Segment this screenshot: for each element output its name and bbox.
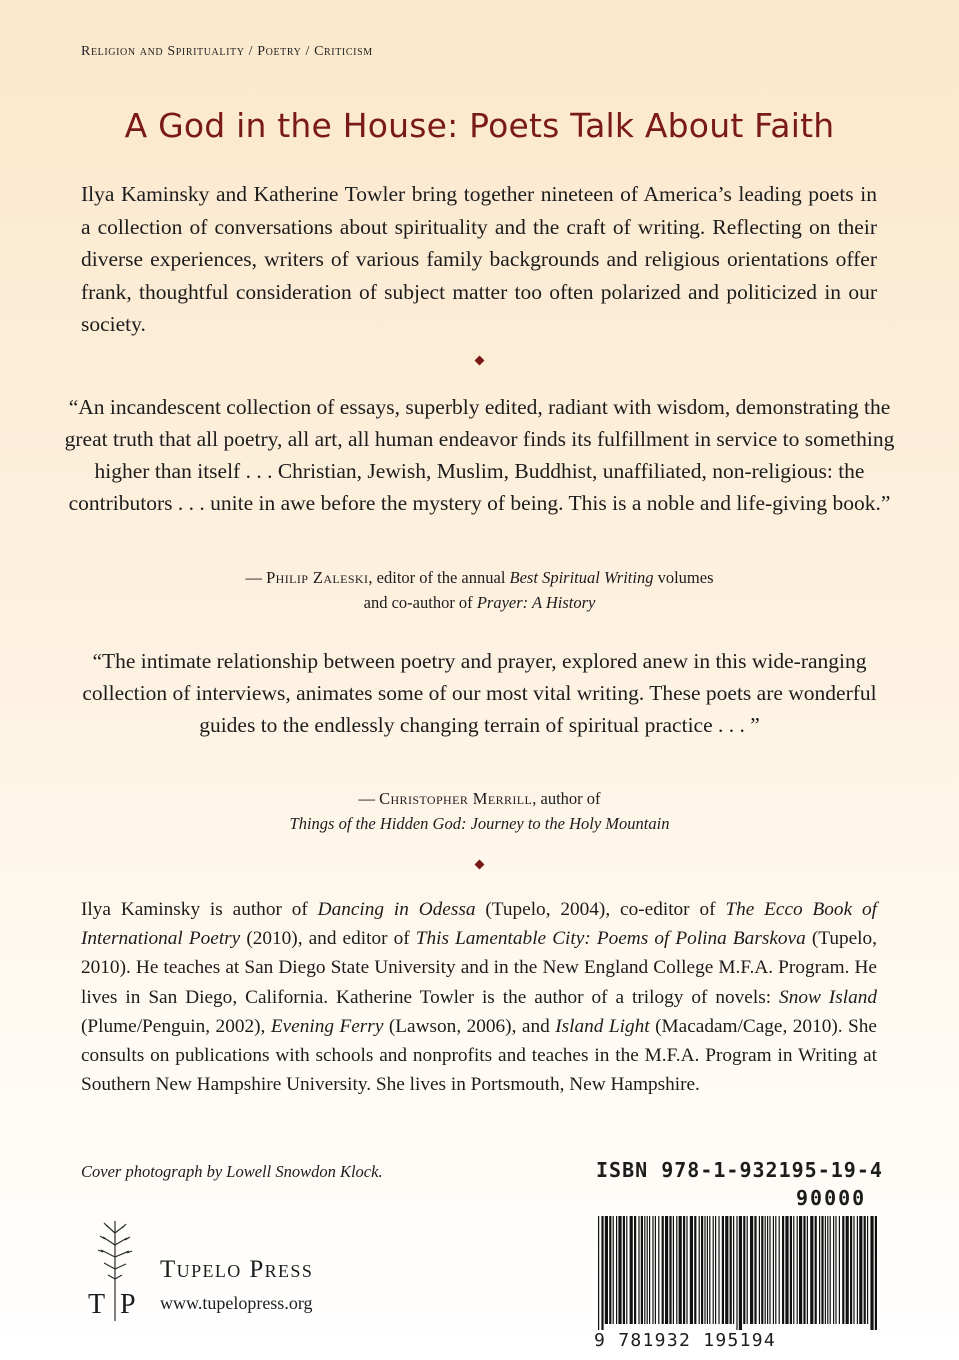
ornament-diamond-icon bbox=[475, 860, 485, 870]
category-line: Religion and Spirituality / Poetry / Criticism bbox=[81, 44, 373, 59]
barcode-bar bbox=[853, 1216, 854, 1324]
barcode-bar bbox=[662, 1216, 664, 1324]
barcode-bar bbox=[655, 1216, 656, 1324]
barcode-bar bbox=[630, 1216, 633, 1324]
barcode-bar bbox=[673, 1216, 674, 1324]
barcode-bar bbox=[634, 1216, 636, 1324]
publisher-url[interactable]: www.tupelopress.org bbox=[160, 1293, 313, 1313]
barcode-bar bbox=[803, 1216, 805, 1324]
barcode-bar bbox=[704, 1216, 705, 1324]
barcode-bar bbox=[649, 1216, 650, 1324]
blurb-attribution-zaleski: — Philip Zaleski, editor of the annual Best Spiritual Writing volumes and co-author of Prayer: A History bbox=[245, 568, 714, 612]
barcode-bar bbox=[699, 1216, 700, 1324]
barcode-bar bbox=[709, 1216, 710, 1324]
tupelo-tree-logo-icon bbox=[80, 1213, 150, 1323]
barcode-bar bbox=[715, 1216, 716, 1324]
barcode-bar bbox=[701, 1216, 703, 1324]
attribution-author: Christopher Merrill bbox=[379, 789, 533, 808]
barcode-bar bbox=[736, 1216, 737, 1330]
barcode-bar bbox=[665, 1216, 668, 1324]
blurb-attribution-merrill: — Christopher Merrill, author of Things of the Hidden God: Journey to the Holy Mountain bbox=[289, 789, 670, 833]
barcode-bar bbox=[733, 1216, 734, 1324]
barcode-bar bbox=[810, 1216, 813, 1324]
logo-letter-t: T bbox=[88, 1289, 106, 1320]
barcode-bar bbox=[875, 1216, 877, 1330]
barcode-bar bbox=[676, 1216, 677, 1324]
logo-letter-p: P bbox=[120, 1289, 136, 1320]
cover-photo-credit: Cover photograph by Lowell Snowdon Klock. bbox=[81, 1162, 383, 1181]
barcode-bar bbox=[641, 1216, 643, 1324]
barcode-bar bbox=[739, 1216, 742, 1330]
barcode-bar bbox=[598, 1216, 599, 1330]
barcode-bar bbox=[613, 1216, 614, 1324]
editors-bio: Ilya Kaminsky is author of Dancing in Odessa (Tupelo, 2004), co-editor of The Ecco Book of International Poetry (2010), and editor of This Lamentable City: Poems of Polina Barskova (Tupelo, 2010). He teaches at San Diego State University and in the New England College M.F.A. Program. He lives in San Diego, California. Katherine Towler is the author of a trilogy of novels: Snow Island (Plume/Penguin, 2002), Evening Ferry (Lawson, 2006), and Island Light (Macadam/Cage, 2010). She consults on publications with schools and nonprofits and teaches in the M.F.A. Program in Writing at Southern New Hampshire University. She lives in Portsmouth, New Hampshire. bbox=[81, 899, 877, 1096]
intro-paragraph: Ilya Kaminsky and Katherine Towler bring together nineteen of America’s leading poets in a collection of conversations about spirituality and the craft of writing. Reflecting on their diverse experiences, writers of various family backgrounds and religious orientations offer frank, thoughtful consideration of subject matter too often polarized and politicized in our society. bbox=[81, 182, 877, 336]
barcode-bar bbox=[601, 1216, 603, 1330]
barcode-bar bbox=[850, 1216, 852, 1324]
barcode-bar bbox=[785, 1216, 788, 1324]
barcode-bar bbox=[747, 1216, 748, 1324]
barcode-bar bbox=[790, 1216, 792, 1324]
barcode-bar bbox=[713, 1216, 714, 1324]
barcode-bar bbox=[722, 1216, 724, 1324]
barcode-bar bbox=[743, 1216, 745, 1324]
ornament-diamond-icon bbox=[475, 356, 485, 366]
barcode-bar bbox=[669, 1216, 671, 1324]
barcode-bar bbox=[686, 1216, 687, 1324]
barcode-bar bbox=[793, 1216, 794, 1324]
barcode-bar bbox=[779, 1216, 780, 1324]
barcode-bar bbox=[707, 1216, 708, 1324]
barcode-bar bbox=[623, 1216, 625, 1324]
barcode-bar bbox=[638, 1216, 639, 1324]
barcode-bar bbox=[683, 1216, 685, 1324]
barcode-bar bbox=[833, 1216, 834, 1324]
barcode-bar bbox=[870, 1216, 873, 1330]
barcode-bar bbox=[765, 1216, 766, 1324]
barcode-bar bbox=[846, 1216, 849, 1324]
barcode-bar bbox=[835, 1216, 836, 1324]
book-title: A God in the House: Poets Talk About Faith bbox=[124, 106, 835, 145]
barcode-bar bbox=[725, 1216, 728, 1324]
barcode-bar bbox=[618, 1216, 621, 1324]
price-code: 90000 bbox=[796, 1186, 867, 1210]
barcode-bar bbox=[754, 1216, 756, 1324]
barcode-bar bbox=[775, 1216, 776, 1324]
barcode-bar bbox=[658, 1216, 659, 1324]
barcode-bar bbox=[825, 1216, 826, 1324]
barcode-bar bbox=[815, 1216, 817, 1324]
barcode-bar bbox=[819, 1216, 820, 1324]
barcode-bar bbox=[647, 1216, 648, 1324]
barcode-bar bbox=[690, 1216, 693, 1324]
barcode-bar bbox=[605, 1216, 608, 1324]
barcode-bar bbox=[718, 1216, 719, 1324]
isbn-number: ISBN 978-1-932195-19-4 bbox=[596, 1158, 883, 1182]
barcode-bar bbox=[652, 1216, 653, 1324]
barcode-bar bbox=[830, 1216, 831, 1324]
barcode-bar bbox=[839, 1216, 840, 1324]
blurb-quote-zaleski: “An incandescent collection of essays, superbly edited, radiant with wisdom, demonstrating the great truth that all poetry, all art, all human endeavor finds its fulfillment in service to something higher than itself . . . Christian, Jewish, Muslim, Buddhist, unaffiliated, non-religious: the contributors . . . unite in awe before the mystery of being. This is a noble and life-giving book.” bbox=[64, 395, 895, 515]
barcode-bar bbox=[767, 1216, 768, 1324]
barcode-bar bbox=[609, 1216, 611, 1324]
barcode-bar bbox=[626, 1216, 627, 1324]
barcode-digits: 9 781932 195194 bbox=[594, 1330, 879, 1351]
barcode-bar bbox=[859, 1216, 862, 1324]
barcode-bar bbox=[842, 1216, 844, 1324]
barcode-bar bbox=[857, 1216, 858, 1324]
barcode-bar bbox=[821, 1216, 823, 1324]
barcode-bar bbox=[782, 1216, 784, 1324]
attribution-author: Philip Zaleski bbox=[266, 568, 369, 587]
blurb-quote-merrill: “The intimate relationship between poetry and prayer, explored anew in this wide-ranging collection of interviews, animates some of our most vital writing. These poets are wonderful guides to the endlessly changing terrain of spiritual practice . . . ” bbox=[82, 649, 877, 737]
barcode-bar bbox=[730, 1216, 732, 1324]
barcode-bar bbox=[827, 1216, 828, 1324]
barcode-bar bbox=[867, 1216, 868, 1324]
barcode-bar bbox=[799, 1216, 802, 1324]
barcode-bar bbox=[807, 1216, 808, 1324]
publisher-name: Tupelo Press bbox=[160, 1256, 314, 1283]
barcode-bar bbox=[644, 1216, 645, 1324]
barcode-bar bbox=[679, 1216, 682, 1324]
barcode-bar bbox=[616, 1216, 617, 1324]
barcode-bar bbox=[750, 1216, 753, 1324]
barcode-bar bbox=[694, 1216, 696, 1324]
barcode-bar bbox=[773, 1216, 774, 1324]
barcode-bar bbox=[797, 1216, 798, 1324]
barcode-bar bbox=[759, 1216, 760, 1324]
barcode-bar bbox=[769, 1216, 770, 1324]
barcode-bar bbox=[864, 1216, 866, 1324]
barcode-bar bbox=[761, 1216, 763, 1324]
